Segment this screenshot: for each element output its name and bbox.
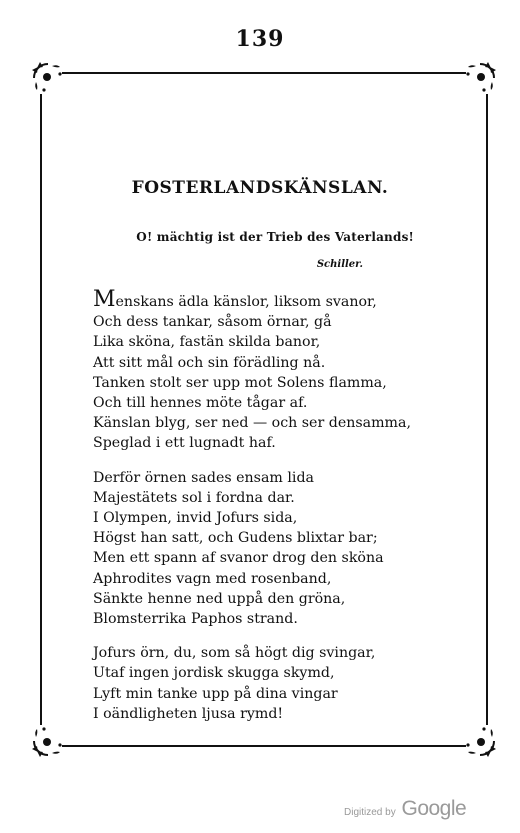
verse-line: Lika sköna, fastän skilda banor,: [93, 334, 321, 351]
page-number: 139: [235, 26, 285, 52]
verse-line: Och dess tankar, såsom örnar, gå: [93, 314, 332, 331]
verse-line: Sänkte henne ned uppå den gröna,: [93, 590, 346, 607]
verse-line: Lyft min tanke upp på dina vingar: [93, 685, 338, 702]
verse-line: Känslan blyg, ser ned — och ser densamma,: [93, 415, 411, 432]
poem-body: [93, 287, 433, 738]
verse-line: Tanken stolt ser upp mot Solens flamma,: [93, 374, 387, 391]
frame-bottom-rule: [62, 745, 466, 747]
verse-line: Och till hennes möte tågar af.: [93, 395, 308, 412]
google-logo: Google: [401, 797, 467, 820]
corner-ornament-icon: [30, 60, 64, 94]
digitization-watermark: [344, 797, 466, 821]
verse-line: Majestätets sol i fordna dar.: [93, 489, 295, 506]
verse-line: Derför örnen sades ensam lida: [93, 469, 315, 486]
verse-line: Utaf ingen jordisk skugga skymd,: [93, 665, 335, 682]
verse-line: Blomsterrika Paphos strand.: [93, 611, 298, 628]
poem-title: FOSTERLANDSKÄNSLAN.: [131, 178, 389, 198]
epigraph: O! mächtig ist der Trieb des Vaterlands!: [136, 230, 414, 244]
verse-line: Aphrodites vagn med rosenband,: [93, 570, 332, 587]
verse-line: Jofurs örn, du, som så högt dig svingar,: [93, 645, 376, 662]
frame-top-rule: [62, 72, 466, 74]
verse-line: Högst han satt, och Gudens blixtar bar;: [93, 530, 378, 547]
stanza: [93, 468, 433, 630]
stanza: [93, 643, 433, 724]
verse-line: Menskans ädla känslor, liksom svanor,: [93, 287, 377, 312]
corner-ornament-icon: [464, 725, 498, 759]
verse-line: Att sitt mål och sin förädling nå.: [93, 354, 326, 371]
verse-line: I oändligheten ljusa rymd!: [93, 705, 284, 722]
epigraph-attribution: Schiller.: [316, 259, 363, 270]
verse-line: Men ett spann af svanor drog den sköna: [93, 550, 384, 567]
digitized-by-label: Digitized by: [344, 807, 396, 818]
corner-ornament-icon: [30, 725, 64, 759]
verse-line: Speglad i ett lugnadt haf.: [93, 435, 276, 452]
corner-ornament-icon: [464, 60, 498, 94]
stanza: [93, 287, 433, 454]
verse-line: I Olympen, invid Jofurs sida,: [93, 510, 298, 527]
